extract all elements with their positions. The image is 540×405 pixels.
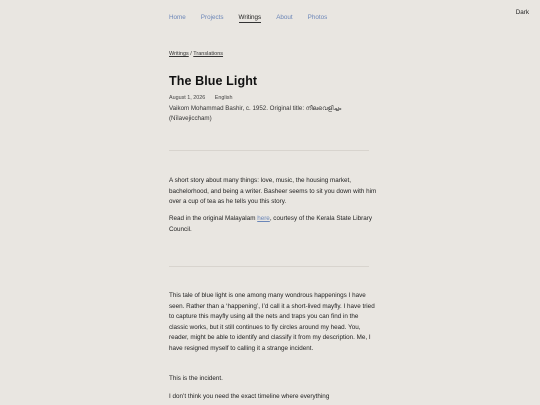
read-suffix: , courtesy of the Kerala State Library Council.	[169, 215, 373, 233]
article-header	[169, 51, 369, 124]
nav-about-link[interactable]: About	[276, 14, 293, 21]
intro-paragraph: A short story about many things: love, music, the housing market, bachelorhood, and being a writer. Basheer seems to sit you down with him over a cup of tea as he tells you this story.	[169, 177, 377, 205]
nav-photos-link[interactable]: Photos	[307, 14, 328, 21]
nav-projects-link[interactable]: Projects	[200, 14, 224, 21]
nav-home-link[interactable]: Home	[169, 14, 186, 21]
original-text-link[interactable]: here	[257, 215, 270, 222]
read-original-paragraph	[169, 214, 377, 235]
story-paragraph: I don’t think you need the exact timeline where everything	[169, 393, 330, 400]
article-subtitle: Vaikom Mohammad Bashir, c. 1952. Original title: നീലവെളിച്ചം (Nīlavejiccham)	[169, 105, 342, 122]
story-paragraph: This is the incident.	[169, 375, 223, 382]
theme-toggle-button[interactable]: Dark	[515, 9, 529, 16]
breadcrumb-current-link[interactable]: Translations	[193, 51, 224, 57]
article-language: English	[214, 95, 233, 101]
page-title: The Blue Light	[169, 74, 258, 88]
article-meta	[169, 95, 369, 101]
section-divider	[169, 150, 369, 151]
article-date: August 1, 2026	[169, 95, 206, 101]
breadcrumb-parent-link[interactable]: Writings	[169, 51, 189, 57]
top-navigation	[169, 14, 342, 23]
story-paragraph: This tale of blue light is one among many wondrous happenings I have seen. Rather than a ‘happening’, I’d call it a short-lived mayfly. I have tried to capture this mayfly using all the nets and traps you can find in the classic works, but it still continues to fly circles around my head. You, reader, might be able to identify and classify it from my description. Me, I have resigned myself to calling it a strange incident.	[169, 292, 375, 352]
read-prefix: Read in the original Malayalam	[169, 215, 258, 222]
breadcrumb-separator: /	[190, 51, 192, 57]
breadcrumb	[169, 51, 369, 57]
nav-writings-link[interactable]: Writings	[238, 14, 262, 21]
section-divider	[169, 266, 369, 267]
